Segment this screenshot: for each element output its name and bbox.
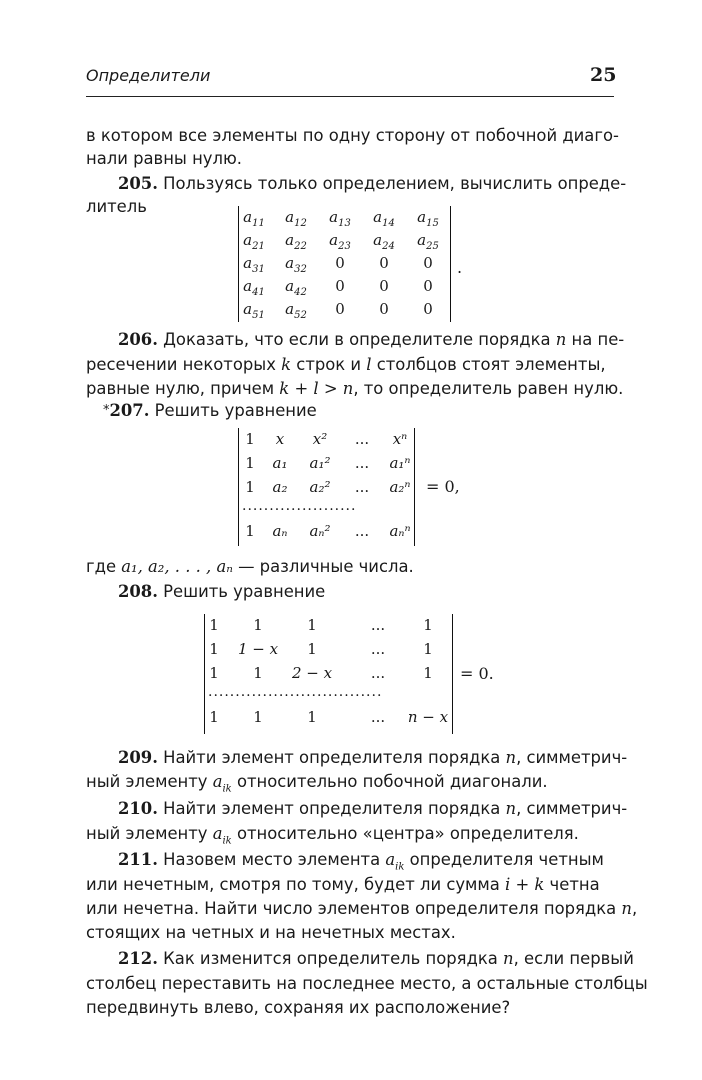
det205-cell: $a_{12}$: [285, 208, 307, 229]
problem-206-line-3: [86, 377, 623, 401]
problem-208-number: 208.: [118, 582, 158, 601]
det207-cell: ...: [354, 478, 370, 496]
det208-cell: 1: [253, 664, 263, 682]
det205-cell: $a_{14}$: [373, 208, 395, 229]
det208-cell: 1: [209, 616, 219, 634]
det205-cell: 0: [335, 300, 345, 318]
problem-205-text: Пользуясь только определением, вычислить опреде-: [157, 174, 627, 193]
problem-207-number: 207.: [109, 401, 150, 420]
det205-cell: 0: [423, 300, 433, 318]
math-sum: i + k: [505, 875, 545, 894]
det205-subscript: 12: [294, 218, 307, 229]
det207-cell: a₁: [272, 454, 288, 472]
det205-subscript: 24: [382, 241, 395, 252]
problem-211-text: определителя четным: [404, 850, 604, 869]
problem-206-text: ресечении некоторых: [86, 355, 282, 374]
det205-cell: 0: [423, 254, 433, 272]
math-n: n: [505, 799, 517, 818]
det205-subscript: 21: [252, 241, 265, 252]
intro-line-2: нали равны нулю.: [86, 149, 242, 168]
det205-cell: $a_{51}$: [243, 300, 265, 321]
det205-cell: $a_{11}$: [243, 208, 265, 229]
problem-210-text: относительно «центра» определителя.: [231, 824, 579, 843]
running-header-title: Определители: [86, 66, 211, 85]
det205-cell: $a_{31}$: [243, 254, 265, 275]
det207-cell: 1: [245, 454, 255, 472]
problem-212-line-2: столбец переставить на последнее место, а остальные столбцы: [86, 974, 648, 993]
det207-cell: ...: [354, 522, 370, 540]
problem-209-text: Найти элемент определителя порядка: [157, 748, 506, 767]
math-aik: $a_{ik}$: [385, 850, 405, 873]
math-aik: $a_{ik}$: [212, 772, 232, 795]
det205-subscript: 31: [252, 264, 265, 275]
det207-cell: aₙ²: [309, 522, 331, 540]
header-rule: [86, 96, 614, 97]
math-inequality: k + l > n: [279, 379, 354, 398]
det208-cell: ...: [370, 664, 386, 682]
det205-cell: 0: [335, 277, 345, 295]
det208-cell: ...: [370, 708, 386, 726]
det207-cell: x²: [312, 430, 328, 448]
problem-211-text: или нечетным, смотря по тому, будет ли сумма: [86, 875, 506, 894]
det205-cell: $a_{32}$: [285, 254, 307, 275]
problem-206-text: Доказать, что если в определителе порядка: [157, 330, 556, 349]
det207-cell: x: [275, 430, 285, 448]
det208-cell: ...: [370, 640, 386, 658]
problem-211-line-3: [86, 897, 637, 921]
math-n: n: [505, 748, 517, 767]
det205-cell: 0: [379, 300, 389, 318]
math-subscript: ik: [222, 835, 232, 847]
problem-206-text: равные нулю, причем: [86, 379, 280, 398]
math-l: l: [366, 355, 372, 374]
det205-subscript: 41: [252, 287, 265, 298]
det208-cell: ...: [370, 616, 386, 634]
page-number: 25: [590, 64, 617, 86]
problem-206-text: столбцов стоят элементы,: [371, 355, 606, 374]
det208-cell: 1: [253, 708, 263, 726]
problem-207-text: где: [86, 557, 122, 576]
problem-209-text: относительно побочной диагонали.: [231, 772, 548, 791]
problem-209-text: , симметрич-: [516, 748, 628, 767]
problem-210-number: 210.: [118, 799, 158, 818]
det207-cell: 1: [245, 430, 255, 448]
problem-212-line-3: передвинуть влево, сохраняя их расположение?: [86, 998, 511, 1017]
det208-cell: 1: [253, 616, 263, 634]
problem-206-text: строк и: [291, 355, 367, 374]
problem-211-line-4: стоящих на четных и на нечетных местах.: [86, 923, 456, 942]
det207-cell: ...: [354, 430, 370, 448]
problem-205-number: 205.: [118, 174, 158, 193]
det208-cell: n − x: [407, 708, 449, 726]
det205-subscript: 25: [426, 241, 439, 252]
det208-dot-row: ................................: [208, 684, 383, 700]
problem-205-line-2: литель: [86, 197, 147, 216]
det205-subscript: 14: [382, 218, 395, 229]
det205-cell: $a_{22}$: [285, 231, 307, 252]
problem-212-text: Как изменится определитель порядка: [157, 949, 503, 968]
det207-cell: a₂: [272, 478, 288, 496]
det205-subscript: 13: [338, 218, 351, 229]
problem-212-number: 212.: [118, 949, 158, 968]
problem-212-text: , если первый: [513, 949, 634, 968]
problem-211-number: 211.: [118, 850, 158, 869]
math-n: n: [621, 899, 632, 918]
math-k: k: [281, 355, 292, 374]
problem-211-line-2: [86, 873, 600, 897]
problem-209-number: 209.: [118, 748, 158, 767]
det208-cell: 1: [423, 640, 433, 658]
determinant-207: [236, 428, 422, 546]
problem-211-text: Назовем место элемента: [157, 850, 386, 869]
problem-210-text: ный элементу: [86, 824, 213, 843]
det207-cell: ...: [354, 454, 370, 472]
problem-207-text: — различные числа.: [232, 557, 414, 576]
det207-cell: a₁ⁿ: [389, 454, 411, 472]
det208-cell: 1: [209, 640, 219, 658]
determinant-205-period: .: [457, 258, 463, 277]
det205-cell: $a_{15}$: [417, 208, 439, 229]
det207-cell: aₙ: [272, 522, 288, 540]
problem-207-after: [86, 555, 414, 579]
det205-cell: $a_{24}$: [373, 231, 395, 252]
det205-cell: 0: [423, 277, 433, 295]
det207-cell: 1: [245, 522, 255, 540]
det208-cell: 1: [307, 708, 317, 726]
math-subscript: ik: [395, 861, 405, 873]
problem-210-line-1: [118, 797, 627, 821]
det208-cell: 1: [209, 664, 219, 682]
det205-subscript: 11: [252, 218, 265, 229]
det205-cell: 0: [379, 254, 389, 272]
det205-cell: $a_{42}$: [285, 277, 307, 298]
det-bar-right: [450, 206, 451, 322]
det207-cell: a₂²: [309, 478, 331, 496]
determinant-207-equals: = 0,: [426, 477, 460, 496]
det208-cell: 1: [209, 708, 219, 726]
det207-cell: xⁿ: [392, 430, 408, 448]
problem-210-text: , симметрич-: [516, 799, 628, 818]
det205-cell: $a_{25}$: [417, 231, 439, 252]
problem-206-line-1: [118, 328, 624, 352]
problem-212-line-1: [118, 947, 634, 971]
intro-line-1: в котором все элементы по одну сторону от побочной диаго-: [86, 126, 619, 145]
det208-cell: 1: [307, 640, 317, 658]
problem-211-text: четна: [544, 875, 600, 894]
det205-subscript: 42: [294, 287, 307, 298]
det207-cell: 1: [245, 478, 255, 496]
determinant-208-equals: = 0.: [460, 664, 494, 683]
problem-210-text: Найти элемент определителя порядка: [157, 799, 506, 818]
det205-cell: 0: [379, 277, 389, 295]
det205-subscript: 23: [338, 241, 351, 252]
det205-cell: $a_{23}$: [329, 231, 351, 252]
problem-209-line-1: [118, 746, 627, 770]
problem-208-text: Решить уравнение: [157, 582, 326, 601]
det205-subscript: 22: [294, 241, 307, 252]
problem-211-text: или нечетна. Найти число элементов определителя порядка: [86, 899, 622, 918]
problem-206-text: , то определитель равен нулю.: [353, 379, 624, 398]
det207-dot-row: .....................: [242, 498, 357, 514]
problem-207-text: Решить уравнение: [149, 401, 317, 420]
det208-cell: 1: [307, 616, 317, 634]
det205-cell: $a_{52}$: [285, 300, 307, 321]
hard-problem-star: *: [103, 403, 110, 418]
det208-cell: 1 − x: [237, 640, 279, 658]
math-aik: $a_{ik}$: [212, 824, 232, 847]
math-n: n: [503, 949, 514, 968]
det205-subscript: 32: [294, 264, 307, 275]
problem-207-line-1: [103, 399, 317, 423]
math-n: n: [555, 330, 567, 349]
problem-206-number: 206.: [118, 330, 158, 349]
det208-cell: 1: [423, 616, 433, 634]
problem-211-text: ,: [631, 899, 638, 918]
problem-206-text: на пе-: [566, 330, 625, 349]
problem-205-line-1: [118, 172, 626, 196]
determinant-208: [202, 614, 456, 734]
det208-cell: 2 − x: [291, 664, 333, 682]
det205-cell: $a_{41}$: [243, 277, 265, 298]
det205-cell: $a_{21}$: [243, 231, 265, 252]
det205-cell: 0: [335, 254, 345, 272]
math-subscript: ik: [222, 783, 232, 795]
determinant-205: [236, 206, 458, 322]
det207-cell: a₂ⁿ: [389, 478, 411, 496]
det205-subscript: 15: [426, 218, 439, 229]
det208-cell: 1: [423, 664, 433, 682]
det207-cell: a₁²: [309, 454, 331, 472]
det207-cell: aₙⁿ: [389, 522, 411, 540]
det205-subscript: 52: [294, 310, 307, 321]
math-variables: a₁, a₂, . . . , aₙ: [121, 557, 233, 576]
problem-206-line-2: [86, 353, 606, 377]
problem-208-line-1: [118, 580, 325, 604]
problem-209-text: ный элементу: [86, 772, 213, 791]
det205-cell: $a_{13}$: [329, 208, 351, 229]
det205-subscript: 51: [252, 310, 265, 321]
